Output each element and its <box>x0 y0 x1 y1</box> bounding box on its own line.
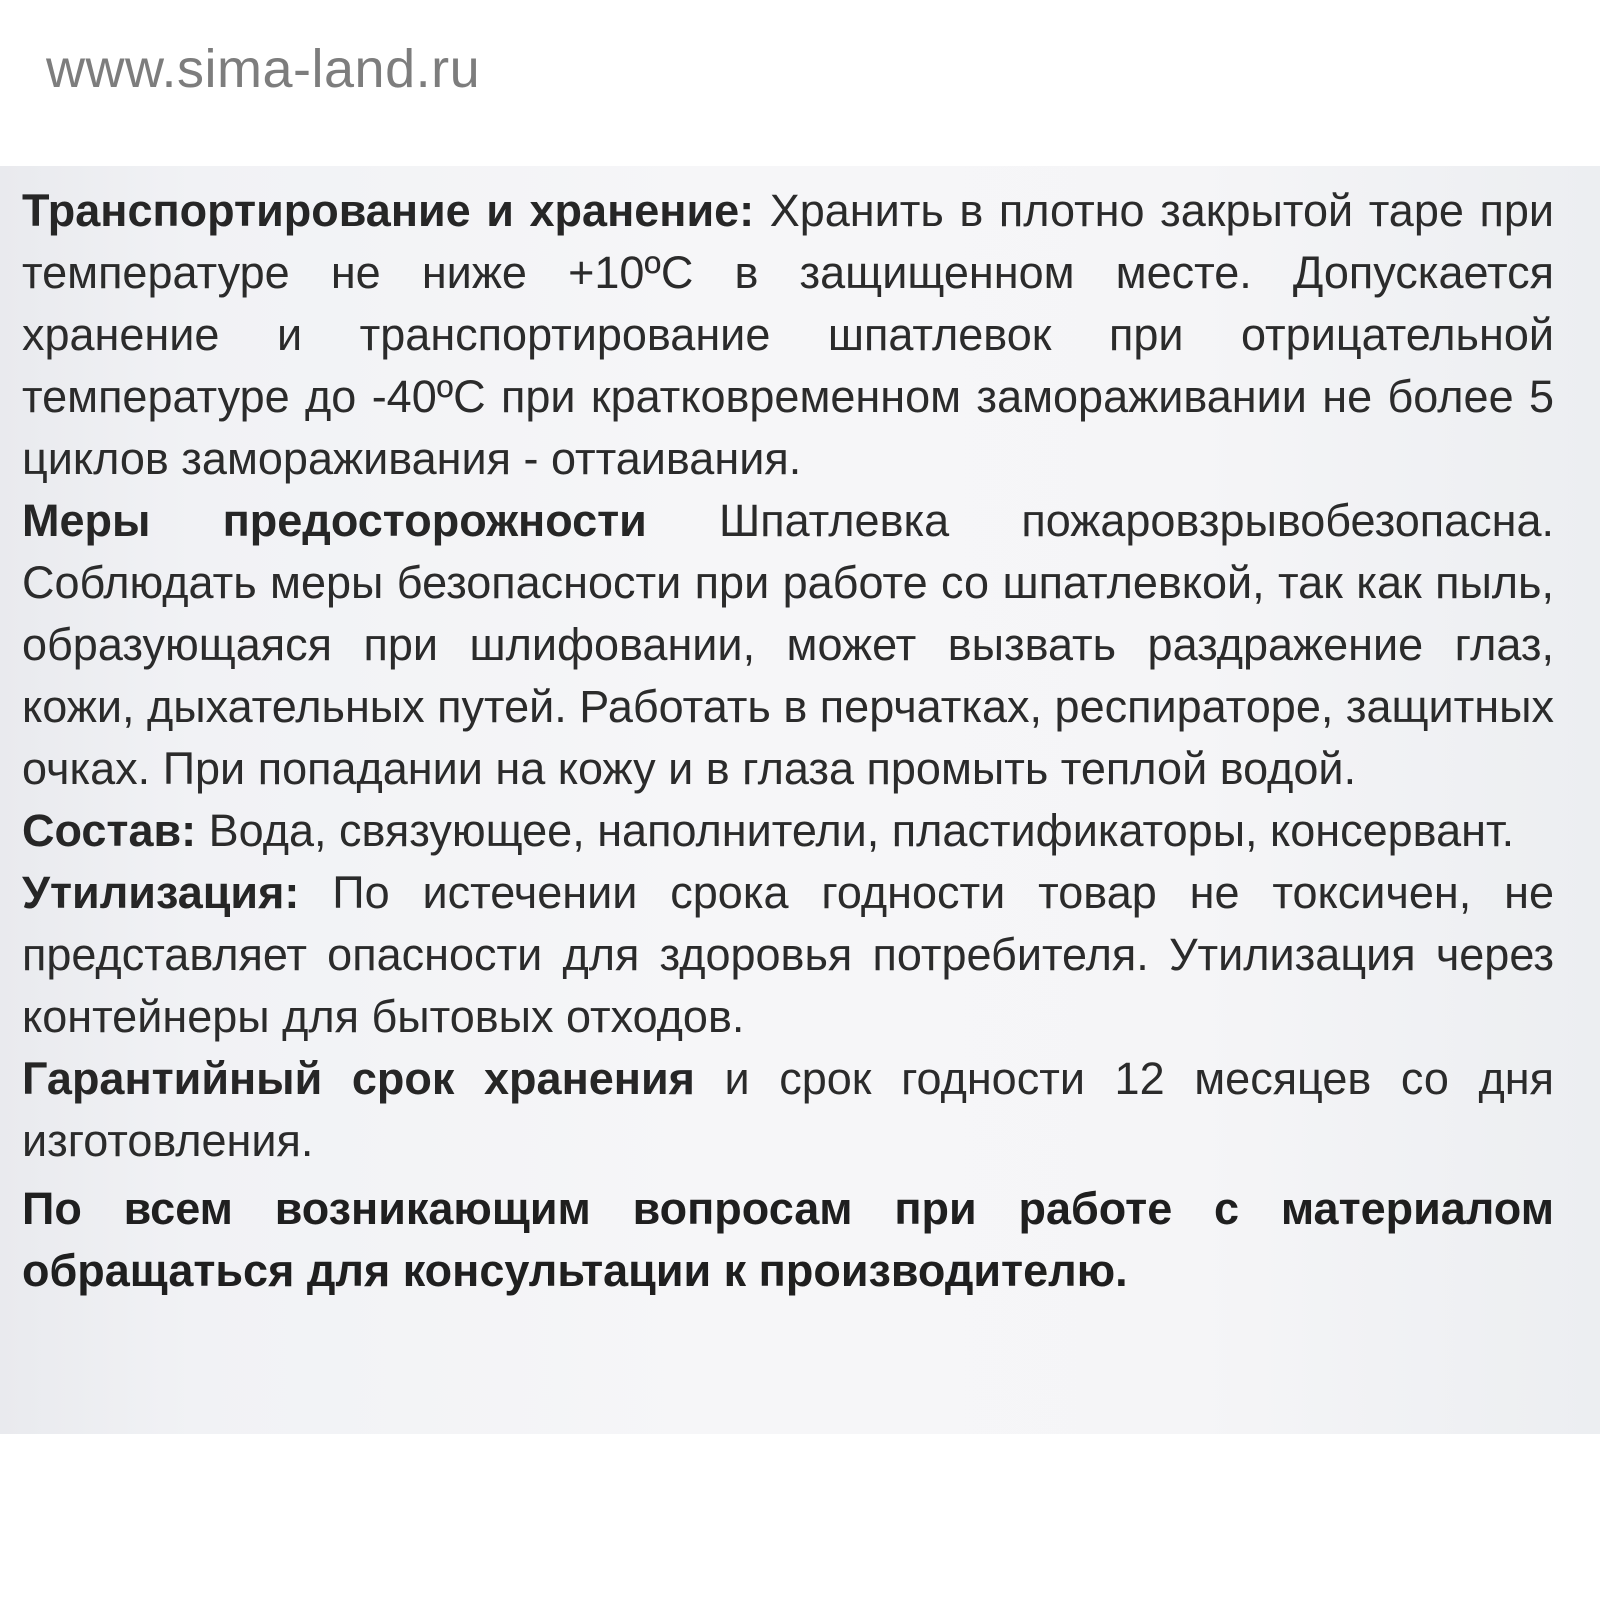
label-text <box>22 180 1554 1302</box>
section-heading: Транспортирование и хранение: <box>22 185 755 236</box>
section-heading: Меры предосторожности <box>22 495 647 546</box>
section-disposal <box>22 862 1554 1048</box>
section-body: Вода, связующее, наполнители, пластификаторы, консервант. <box>196 805 1515 856</box>
section-precautions <box>22 490 1554 800</box>
section-body: По истечении срока годности товар не токсичен, не представляет опасности для здоровья потребителя. Утилизация через контейнеры для бытовых отходов. <box>22 867 1554 1042</box>
section-body: Шпатлевка пожаровзрывобезопасна. Соблюдать меры безопасности при работе со шпатлевкой, так как пыль, образующаяся при шлифовании, может вызвать раздражение глаз, кожи, дыхательных путей. Работать в перчатках, респираторе, защитных очках. При попадании на кожу и в глаза промыть теплой водой. <box>22 495 1555 794</box>
section-shelf-life <box>22 1048 1554 1172</box>
section-composition <box>22 800 1554 862</box>
section-heading: Гарантийный срок хранения <box>22 1053 695 1104</box>
section-heading: Состав: <box>22 805 197 856</box>
section-body: Хранить в плотно закрытой таре при температуре не ниже +10ºС в защищенном месте. Допускается хранение и транспортирование шпатлевок при отрицательной температуре до -40ºС при кратковременном замораживании не более 5 циклов замораживания - оттаивания. <box>22 185 1554 484</box>
section-body: и срок годности 12 месяцев со дня изготовления. <box>22 1053 1554 1166</box>
section-heading: Утилизация: <box>22 867 300 918</box>
section-storage <box>22 180 1554 490</box>
watermark: www.sima-land.ru <box>46 39 481 99</box>
final-note: По всем возникающим вопросам при работе с материалом обращаться для консультации к производителю. <box>22 1183 1554 1296</box>
